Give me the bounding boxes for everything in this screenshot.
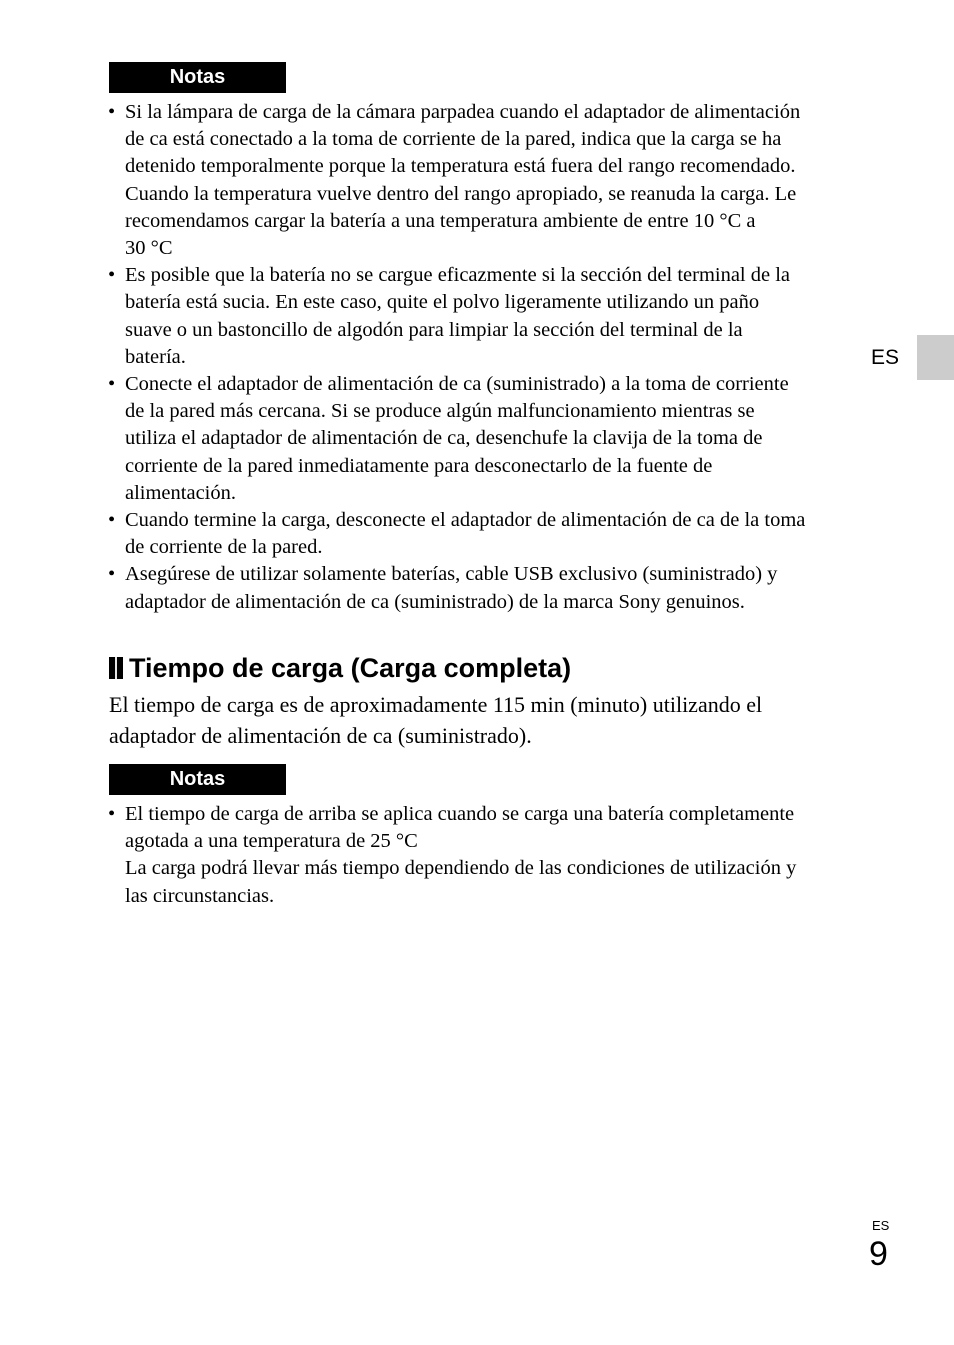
note-line: agotada a una temperatura de 25 °C xyxy=(125,830,418,853)
note-line: Cuando termine la carga, desconecte el adaptador de alimentación de ca de la toma xyxy=(125,509,806,532)
section-heading xyxy=(109,648,571,688)
note-line: suave o un bastoncillo de algodón para limpiar la sección del terminal de la xyxy=(125,318,743,341)
note-line: adaptador de alimentación de ca (suministrado) de la marca Sony genuinos. xyxy=(125,590,745,613)
notes-list-bottom xyxy=(108,801,860,910)
note-item xyxy=(108,801,860,910)
section-marker-icon xyxy=(109,657,123,679)
note-line: Asegúrese de utilizar solamente baterías, cable USB exclusivo (suministrado) y xyxy=(125,563,778,586)
note-line: alimentación. xyxy=(125,481,236,504)
note-line: 30 °C xyxy=(125,237,173,260)
page-language-superscript: ES xyxy=(872,1218,890,1233)
page-number: 9 xyxy=(869,1235,888,1273)
note-line: de la pared más cercana. Si se produce algún malfuncionamiento mientras se xyxy=(125,400,755,423)
note-line: La carga podrá llevar más tiempo dependiendo de las condiciones de utilización y xyxy=(125,857,797,880)
note-line: de ca está conectado a la toma de corriente de la pared, indica que la carga se ha xyxy=(125,128,782,151)
bullet-icon: • xyxy=(108,803,116,825)
note-line: El tiempo de carga de arriba se aplica cuando se carga una batería completamente xyxy=(125,803,795,825)
note-line: Si la lámpara de carga de la cámara parpadea cuando el adaptador de alimentación xyxy=(125,101,801,123)
side-language-tab xyxy=(917,335,954,380)
bullet-icon: • xyxy=(108,101,116,123)
note-line: Cuando la temperatura vuelve dentro del rango apropiado, se reanuda la carga. Le xyxy=(125,182,797,205)
note-line: Conecte el adaptador de alimentación de ca (suministrado) a la toma de corriente xyxy=(125,373,789,396)
note-line: recomendamos cargar la batería a una temperatura ambiente de entre 10 °C a xyxy=(125,209,756,232)
note-line: las circunstancias. xyxy=(125,884,275,907)
note-line: batería está sucia. En este caso, quite el polvo ligeramente utilizando un paño xyxy=(125,291,760,314)
bullet-icon: • xyxy=(108,563,116,586)
side-language-label: ES xyxy=(871,346,900,369)
note-item xyxy=(108,507,860,561)
note-line: de corriente de la pared. xyxy=(125,536,323,559)
bullet-icon: • xyxy=(108,373,116,396)
notes-label-top: Notas xyxy=(109,62,286,93)
note-line: detenido temporalmente porque la temperatura está fuera del rango recomendado. xyxy=(125,155,796,178)
note-item xyxy=(108,371,860,507)
note-line: batería. xyxy=(125,345,186,368)
note-item xyxy=(108,99,860,262)
note-line: utiliza el adaptador de alimentación de ca, desenchufe la clavija de la toma de xyxy=(125,427,763,450)
note-item xyxy=(108,262,860,371)
notes-label-bottom: Notas xyxy=(109,764,286,795)
note-item xyxy=(108,561,860,615)
bullet-icon: • xyxy=(108,509,116,532)
body-line: adaptador de alimentación de ca (suministrado). xyxy=(109,723,532,748)
bullet-icon: • xyxy=(108,264,116,287)
section-title-text: Tiempo de carga (Carga completa) xyxy=(129,653,572,683)
notes-list-top xyxy=(108,99,860,616)
note-line: corriente de la pared inmediatamente para desconectarlo de la fuente de xyxy=(125,454,713,477)
section-body xyxy=(109,689,869,751)
body-line: El tiempo de carga es de aproximadamente 115 min (minuto) utilizando el xyxy=(109,692,763,717)
note-line: Es posible que la batería no se cargue eficazmente si la sección del terminal de la xyxy=(125,264,791,287)
